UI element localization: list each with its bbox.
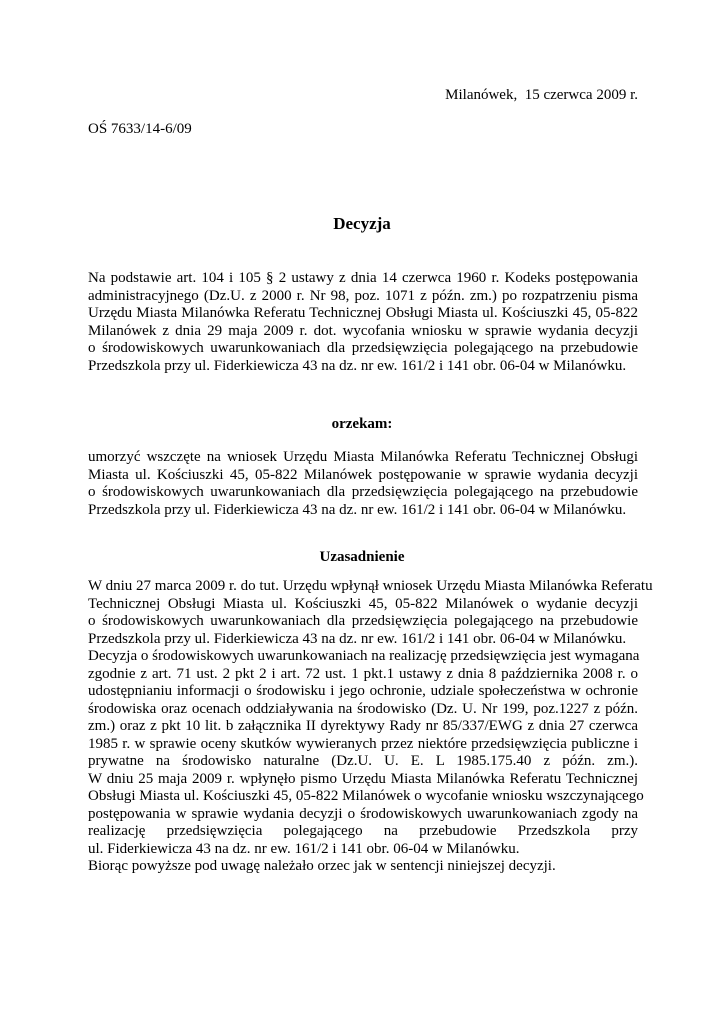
intro-paragraph xyxy=(88,270,638,375)
text-line: W dniu 25 maja 2009 r. wpłynęło pismo Urzędu Miasta Milanówka Referatu Technicznej xyxy=(88,770,638,787)
text-line: zm.) oraz z pkt 10 lit. b załącznika II dyrektywy Rady nr 85/337/EWG z dnia 27 czerwca xyxy=(88,718,638,734)
text-line: Obsługi Miasta ul. Kościuszki 45, 05-822 Milanówek o wycofanie wniosku wszczynającego xyxy=(88,788,644,804)
reference-number: OŚ 7633/14-6/09 xyxy=(88,121,192,137)
text-line: administracyjnego (Dz.U. z 2000 r. Nr 98, poz. 1071 z późn. zm.) po rozpatrzeniu pisma xyxy=(88,287,638,304)
text-line: udostępnianiu informacji o środowisku i jego ochronie, udziale społeczeństwa w ochronie xyxy=(88,683,638,699)
text-line: prywatne na środowisko naturalne (Dz.U. U. E. L 1985.175.40 z późn. zm.). xyxy=(88,753,638,769)
justification-heading: Uzasadnienie xyxy=(319,549,405,565)
text-line: Przedszkola przy ul. Fiderkiewicza 43 na dz. nr ew. 161/2 i 141 obr. 06-04 w Milanówku. xyxy=(88,630,627,647)
text-line: środowiska oraz ocenach oddziaływania na środowisko (Dz. U. Nr 199, poz.1227 z późn. xyxy=(88,700,638,717)
text-line: zgodnie z art. 71 ust. 2 pkt 2 i art. 72 ust. 1 pkt.1 ustawy z dnia 8 października 2008 r. o xyxy=(88,665,638,682)
text-line: o środowiskowych uwarunkowaniach dla przedsięwzięcia polegającego na przebudowie xyxy=(88,340,638,356)
text-line: realizację przedsięwzięcia polegającego na przebudowie Przedszkola przy xyxy=(88,823,638,839)
text-line: Miasta ul. Kościuszki 45, 05-822 Milanówek postępowanie w sprawie wydania decyzji xyxy=(88,466,638,483)
text-line: o środowiskowych uwarunkowaniach dla przedsięwzięcia polegającego na przebudowie xyxy=(88,613,638,629)
text-line: o środowiskowych uwarunkowaniach dla przedsięwzięcia polegającego na przebudowie xyxy=(88,484,638,500)
ruling-heading: orzekam: xyxy=(331,416,393,432)
text-line: Technicznej Obsługi Miasta ul. Kościuszki 45, 05-822 Milanówek o wydanie decyzji xyxy=(88,595,638,612)
text-line: umorzyć wszczęte na wniosek Urzędu Miasta Milanówka Referatu Technicznej Obsługi xyxy=(88,449,638,465)
text-line: postępowania w sprawie wydania decyzji o środowiskowych uwarunkowaniach zgody na xyxy=(88,805,638,822)
text-line: Biorąc powyższe pod uwagę należało orzec jak w sentencji niniejszej decyzji. xyxy=(88,858,556,874)
text-line: 1985 r. w sprawie oceny skutków wywieranych przez niektóre przedsięwzięcia publiczne i xyxy=(88,735,638,752)
document-title: Decyzja xyxy=(333,214,391,233)
text-line: Milanówek z dnia 29 maja 2009 r. dot. wycofania wniosku w sprawie wydania decyzji xyxy=(88,322,638,339)
text-line: Na podstawie art. 104 i 105 § 2 ustawy z dnia 14 czerwca 1960 r. Kodeks postępowania xyxy=(88,270,638,286)
place-date: Milanówek, 15 czerwca 2009 r. xyxy=(445,87,638,103)
ruling-paragraph xyxy=(88,449,638,519)
text-line: Decyzja o środowiskowych uwarunkowaniach na realizację przedsięwzięcia jest wymagana xyxy=(88,648,640,664)
text-line: W dniu 27 marca 2009 r. do tut. Urzędu wpłynął wniosek Urzędu Miasta Milanówka Referatu xyxy=(88,578,653,594)
text-line: Urzędu Miasta Milanówka Referatu Technicznej Obsługi Miasta ul. Kościuszki 45, 05-822 xyxy=(88,305,638,321)
text-line: Przedszkola przy ul. Fiderkiewicza 43 na dz. nr ew. 161/2 i 141 obr. 06-04 w Milanówku. xyxy=(88,357,627,374)
text-line: ul. Fiderkiewicza 43 na dz. nr ew. 161/2 i 141 obr. 06-04 w Milanówku. xyxy=(88,840,520,857)
justification-paragraph xyxy=(88,578,653,876)
text-line: Przedszkola przy ul. Fiderkiewicza 43 na dz. nr ew. 161/2 i 141 obr. 06-04 w Milanówku. xyxy=(88,501,627,518)
